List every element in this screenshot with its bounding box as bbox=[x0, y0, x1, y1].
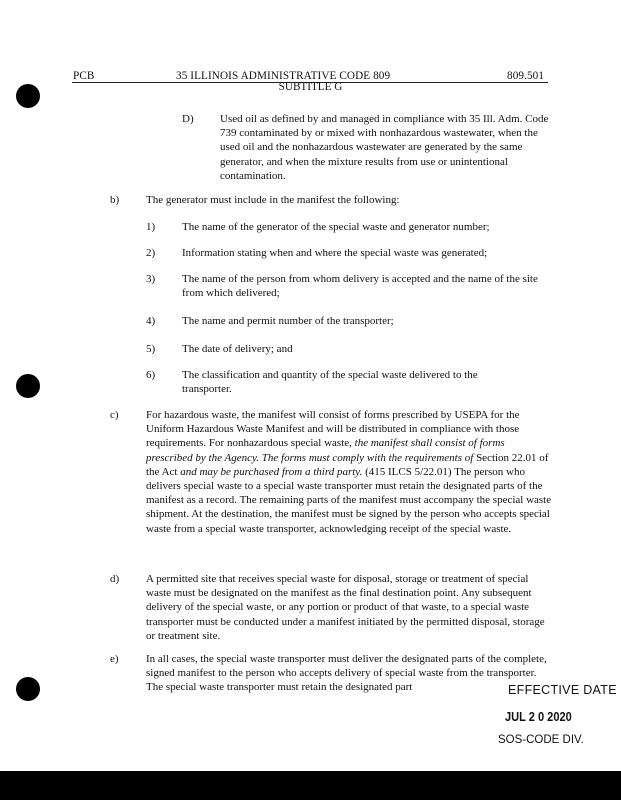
item-d-text: Used oil as defined by and managed in compliance with 35 Ill. Adm. Code 739 contaminated by or mixed with nonhazardous wastewater, when the used oil and the nonhazardous wastewater are generated by the same generator, and when the mixture results from use or unintentional contamination. bbox=[220, 113, 549, 182]
para-c-italic-2: and may be purchased from a third party. bbox=[180, 465, 363, 478]
punch-hole-bottom bbox=[16, 677, 40, 701]
para-b-label: b) bbox=[110, 194, 120, 206]
list-item-label: 3) bbox=[146, 273, 156, 285]
para-b-text: The generator must include in the manifest the following: bbox=[146, 194, 400, 206]
para-c-text-3: (415 ILCS 5/22.01) The person who delivers special waste to a special waste transporter must retain the designated parts of the manifest as a record. The remaining parts of the manifest must accompany the special waste shipment. At the destination, the manifest must be signed by the person who accepts special waste from a special waste transporter, acknowledging receipt of the special waste. bbox=[146, 465, 552, 535]
list-item-text: The date of delivery; and bbox=[182, 343, 293, 355]
list-item-text: Information stating when and where the special waste was generated; bbox=[182, 247, 488, 259]
list-item-label: 2) bbox=[146, 247, 156, 259]
list-item-text: The name and permit number of the transporter; bbox=[182, 315, 394, 327]
stamp-effective-date: EFFECTIVE DATE bbox=[508, 683, 617, 697]
para-e-label: e) bbox=[110, 653, 119, 665]
punch-hole-middle bbox=[16, 374, 40, 398]
list-item-text: The classification and quantity of the special waste delivered to the transporter. bbox=[182, 369, 478, 396]
para-d-label: d) bbox=[110, 573, 120, 585]
list-item-label: 5) bbox=[146, 343, 156, 355]
para-c-label: c) bbox=[110, 409, 119, 421]
list-item-label: 4) bbox=[146, 315, 156, 327]
para-d-text: A permitted site that receives special waste for disposal, storage or treatment of special waste must be designated on the manifest as the final destination point. Any subsequent delivery of the special waste, or any portion or product of that waste, to a special waste transporter must be conducted under a manifest initiated by the permitted disposal, storage or treatment site. bbox=[146, 573, 545, 642]
header-right: 809.501 bbox=[507, 70, 545, 82]
header-subtitle: SUBTITLE G bbox=[278, 81, 343, 93]
list-item-label: 1) bbox=[146, 221, 156, 233]
para-c-italic-1: the manifest shall consist of forms prescribed by the Agency. The forms must comply with the requirements of bbox=[146, 437, 505, 464]
para-c-text bbox=[146, 408, 552, 536]
stamp-date: JUL 2 0 2020 bbox=[505, 709, 572, 724]
list-item-text: The name of the generator of the special waste and generator number; bbox=[182, 221, 490, 233]
para-c-text-2: Section 22.01 of the Act bbox=[146, 451, 549, 478]
list-item-label: 6) bbox=[146, 369, 156, 381]
stamp-sos-code-div: SOS-CODE DIV. bbox=[498, 734, 584, 746]
scan-bottom-edge bbox=[0, 771, 621, 800]
para-e-text: In all cases, the special waste transporter must deliver the designated parts of the complete, signed manifest to the person who accepts delivery of special waste from the transporter. The special waste transporter must retain the designated part bbox=[146, 653, 547, 694]
punch-hole-top bbox=[16, 84, 40, 108]
item-d-label: D) bbox=[182, 113, 194, 125]
list-item-text: The name of the person from whom delivery is accepted and the name of the site from which delivered; bbox=[182, 273, 538, 300]
para-c-text-1: For hazardous waste, the manifest will consist of forms prescribed by USEPA for the Uniform Hazardous Waste Manifest and will be distributed in compliance with those requirements. For nonhazardous special waste, bbox=[146, 409, 520, 450]
header-center: 35 ILLINOIS ADMINISTRATIVE CODE 809 bbox=[176, 70, 391, 82]
header-left: PCB bbox=[73, 70, 95, 82]
